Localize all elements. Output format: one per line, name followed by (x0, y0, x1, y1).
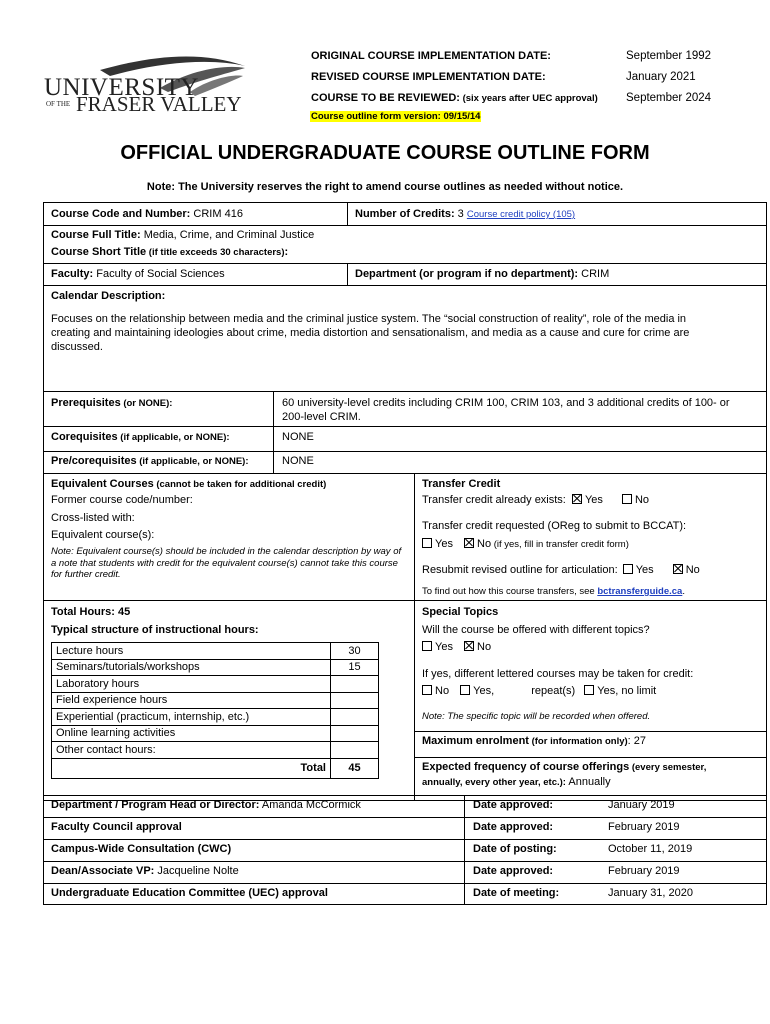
special-question: Will the course be offered with different topics? (422, 624, 650, 636)
approval-date-label: Date approved: (473, 865, 554, 877)
approval-date-label: Date of meeting: (473, 887, 560, 899)
max-enrolment: Maximum enrolment (for information only): 27 (422, 735, 647, 747)
approval-date-value: October 11, 2019 (608, 843, 693, 855)
resubmit-no-checkbox[interactable] (673, 564, 683, 574)
transfer-requested: Transfer credit requested (OReg to submit to BCCAT): (422, 520, 687, 532)
prereq-label: Prerequisites (or NONE): (51, 397, 173, 409)
approval-date-label: Date approved: (473, 799, 554, 811)
short-title: Course Short Title (if title exceeds 30 characters): (51, 246, 289, 258)
page-title: OFFICIAL UNDERGRADUATE COURSE OUTLINE FORM (120, 142, 650, 164)
review-label-small: (six years after UEC approval) (459, 93, 598, 104)
form-version: Course outline form version: 09/15/14 (311, 111, 481, 122)
approval-date-label: Date of posting: (473, 843, 557, 855)
bctransferguide-link[interactable]: bctransferguide.ca (597, 586, 683, 597)
department-value: CRIM (578, 268, 610, 280)
transfer-exists: Transfer credit already exists: Yes No (422, 494, 650, 506)
coreq-value: NONE (282, 431, 314, 443)
special-options: Yes No (422, 641, 491, 653)
frequency-value: Annually (565, 776, 611, 788)
approval-date-value: January 31, 2020 (608, 887, 694, 899)
find-out: To find out how this course transfers, see bctransferguide.ca. (422, 586, 685, 597)
review-date-value: September 2024 (626, 92, 712, 104)
full-title-value: Media, Crime, and Criminal Justice (140, 229, 315, 241)
special-topics-title: Special Topics (422, 606, 499, 618)
specific-topic-note: Note: The specific topic will be recorded when offered. (422, 711, 651, 722)
lettered-no-checkbox[interactable] (422, 685, 432, 695)
frequency: Expected frequency of course offerings (every semester, annually, every other year, etc.): Annually (422, 761, 707, 788)
original-date-value: September 1992 (626, 50, 712, 62)
full-title: Course Full Title: Media, Crime, and Criminal Justice (51, 229, 315, 241)
transfer-requested-yes-checkbox[interactable] (422, 538, 432, 548)
total-hours: Total Hours: 45 (51, 606, 131, 618)
lettered-nolimit-checkbox[interactable] (584, 685, 594, 695)
credit-policy-link[interactable]: Course credit policy (105) (466, 209, 576, 220)
typical-structure-label: Typical structure of instructional hours: (51, 624, 259, 636)
equivalent-note: Note: Equivalent course(s) should be included in the calendar description by way of a note that students with credit for the equivalent course(s) cannot take this course for further credit. (51, 546, 402, 580)
original-date-label: ORIGINAL COURSE IMPLEMENTATION DATE: (311, 50, 551, 62)
university-logo (40, 48, 250, 120)
department: Department (or program if no department): CRIM (355, 268, 610, 280)
approval-date-value: February 2019 (608, 865, 680, 877)
review-date-label (311, 92, 598, 104)
max-enrolment-value: : 27 (627, 735, 647, 747)
lettered-courses: If yes, different lettered courses may be taken for credit: (422, 668, 694, 680)
credits-value: 3 (454, 208, 467, 220)
cross-listed: Cross-listed with: (51, 512, 135, 524)
prereq-value: 60 university-level credits including CRIM 100, CRIM 103, and 3 additional credits of 100- or 200-level CRIM. (282, 397, 730, 423)
resubmit-yes-checkbox[interactable] (623, 564, 633, 574)
logo-line2: FRASER VALLEY (76, 92, 242, 116)
faculty-value: Faculty of Social Sciences (93, 268, 225, 280)
table-row: Lecture hours 30 (52, 643, 379, 660)
table-row: Other contact hours: (52, 742, 379, 759)
course-code: Course Code and Number: CRIM 416 (51, 208, 243, 220)
lettered-yes-checkbox[interactable] (460, 685, 470, 695)
precoreq-value: NONE (282, 455, 314, 467)
transfer-title: Transfer Credit (422, 478, 501, 490)
logo-of-the: OF THE (46, 100, 71, 108)
calendar-label: Calendar Description: (51, 290, 166, 302)
equivalent-courses: Equivalent course(s): (51, 529, 155, 541)
table-row: Field experience hours (52, 692, 379, 709)
approval-date-value: February 2019 (608, 821, 680, 833)
credits: Number of Credits: 3 Course credit policy (105) (355, 208, 576, 220)
coreq-label: Corequisites (if applicable, or NONE): (51, 431, 230, 443)
special-no-checkbox[interactable] (464, 641, 474, 651)
approval-date-value: January 2019 (608, 799, 675, 811)
equivalent-label: Equivalent Courses (cannot be taken for additional credit) (51, 478, 327, 490)
approval-row-cwc: Campus-Wide Consultation (CWC) (51, 843, 232, 855)
transfer-requested-options: Yes No (if yes, fill in transfer credit form) (422, 538, 629, 550)
logo-line1: UNIVERSITY (44, 74, 199, 101)
lettered-options: No Yes, repeat(s) Yes, no limit (422, 685, 656, 697)
review-label-main: COURSE TO BE REVIEWED: (311, 92, 460, 104)
hours-table (51, 642, 379, 779)
course-code-value: CRIM 416 (190, 208, 243, 220)
transfer-requested-no-checkbox[interactable] (464, 538, 474, 548)
faculty: Faculty: Faculty of Social Sciences (51, 268, 225, 280)
amend-note: Note: The University reserves the right to amend course outlines as needed without notice. (146, 181, 624, 193)
approval-row-dean: Dean/Associate VP: Jacqueline Nolte (51, 865, 239, 877)
table-row: Experiential (practicum, internship, etc.) (52, 709, 379, 726)
resubmit: Resubmit revised outline for articulation: Yes No (422, 564, 700, 576)
approval-date-label: Date approved: (473, 821, 554, 833)
transfer-exists-no-checkbox[interactable] (622, 494, 632, 504)
revised-date-value: January 2021 (626, 71, 696, 83)
table-row: Online learning activities (52, 725, 379, 742)
approval-row-faculty: Faculty Council approval (51, 821, 182, 833)
table-row: Seminars/tutorials/workshops 15 (52, 659, 379, 676)
former-code: Former course code/number: (51, 494, 193, 506)
table-row: Laboratory hours (52, 676, 379, 693)
revised-date-label: REVISED COURSE IMPLEMENTATION DATE: (311, 71, 546, 83)
approval-row-dept: Department / Program Head or Director: Amanda McCormick (51, 799, 361, 811)
transfer-exists-yes-checkbox[interactable] (572, 494, 582, 504)
calendar-description: Focuses on the relationship between media and the criminal justice system. The “social construction of reality”, role of the media in creating and maintaining ideologies about crime, media distortion and sensationalism, and media as a cause and cure for crime are discussed. (51, 313, 690, 353)
table-row: Total 45 (52, 758, 379, 778)
precoreq-label: Pre/corequisites (if applicable, or NONE): (51, 455, 249, 467)
special-yes-checkbox[interactable] (422, 641, 432, 651)
approval-row-uec: Undergraduate Education Committee (UEC) approval (51, 887, 328, 899)
